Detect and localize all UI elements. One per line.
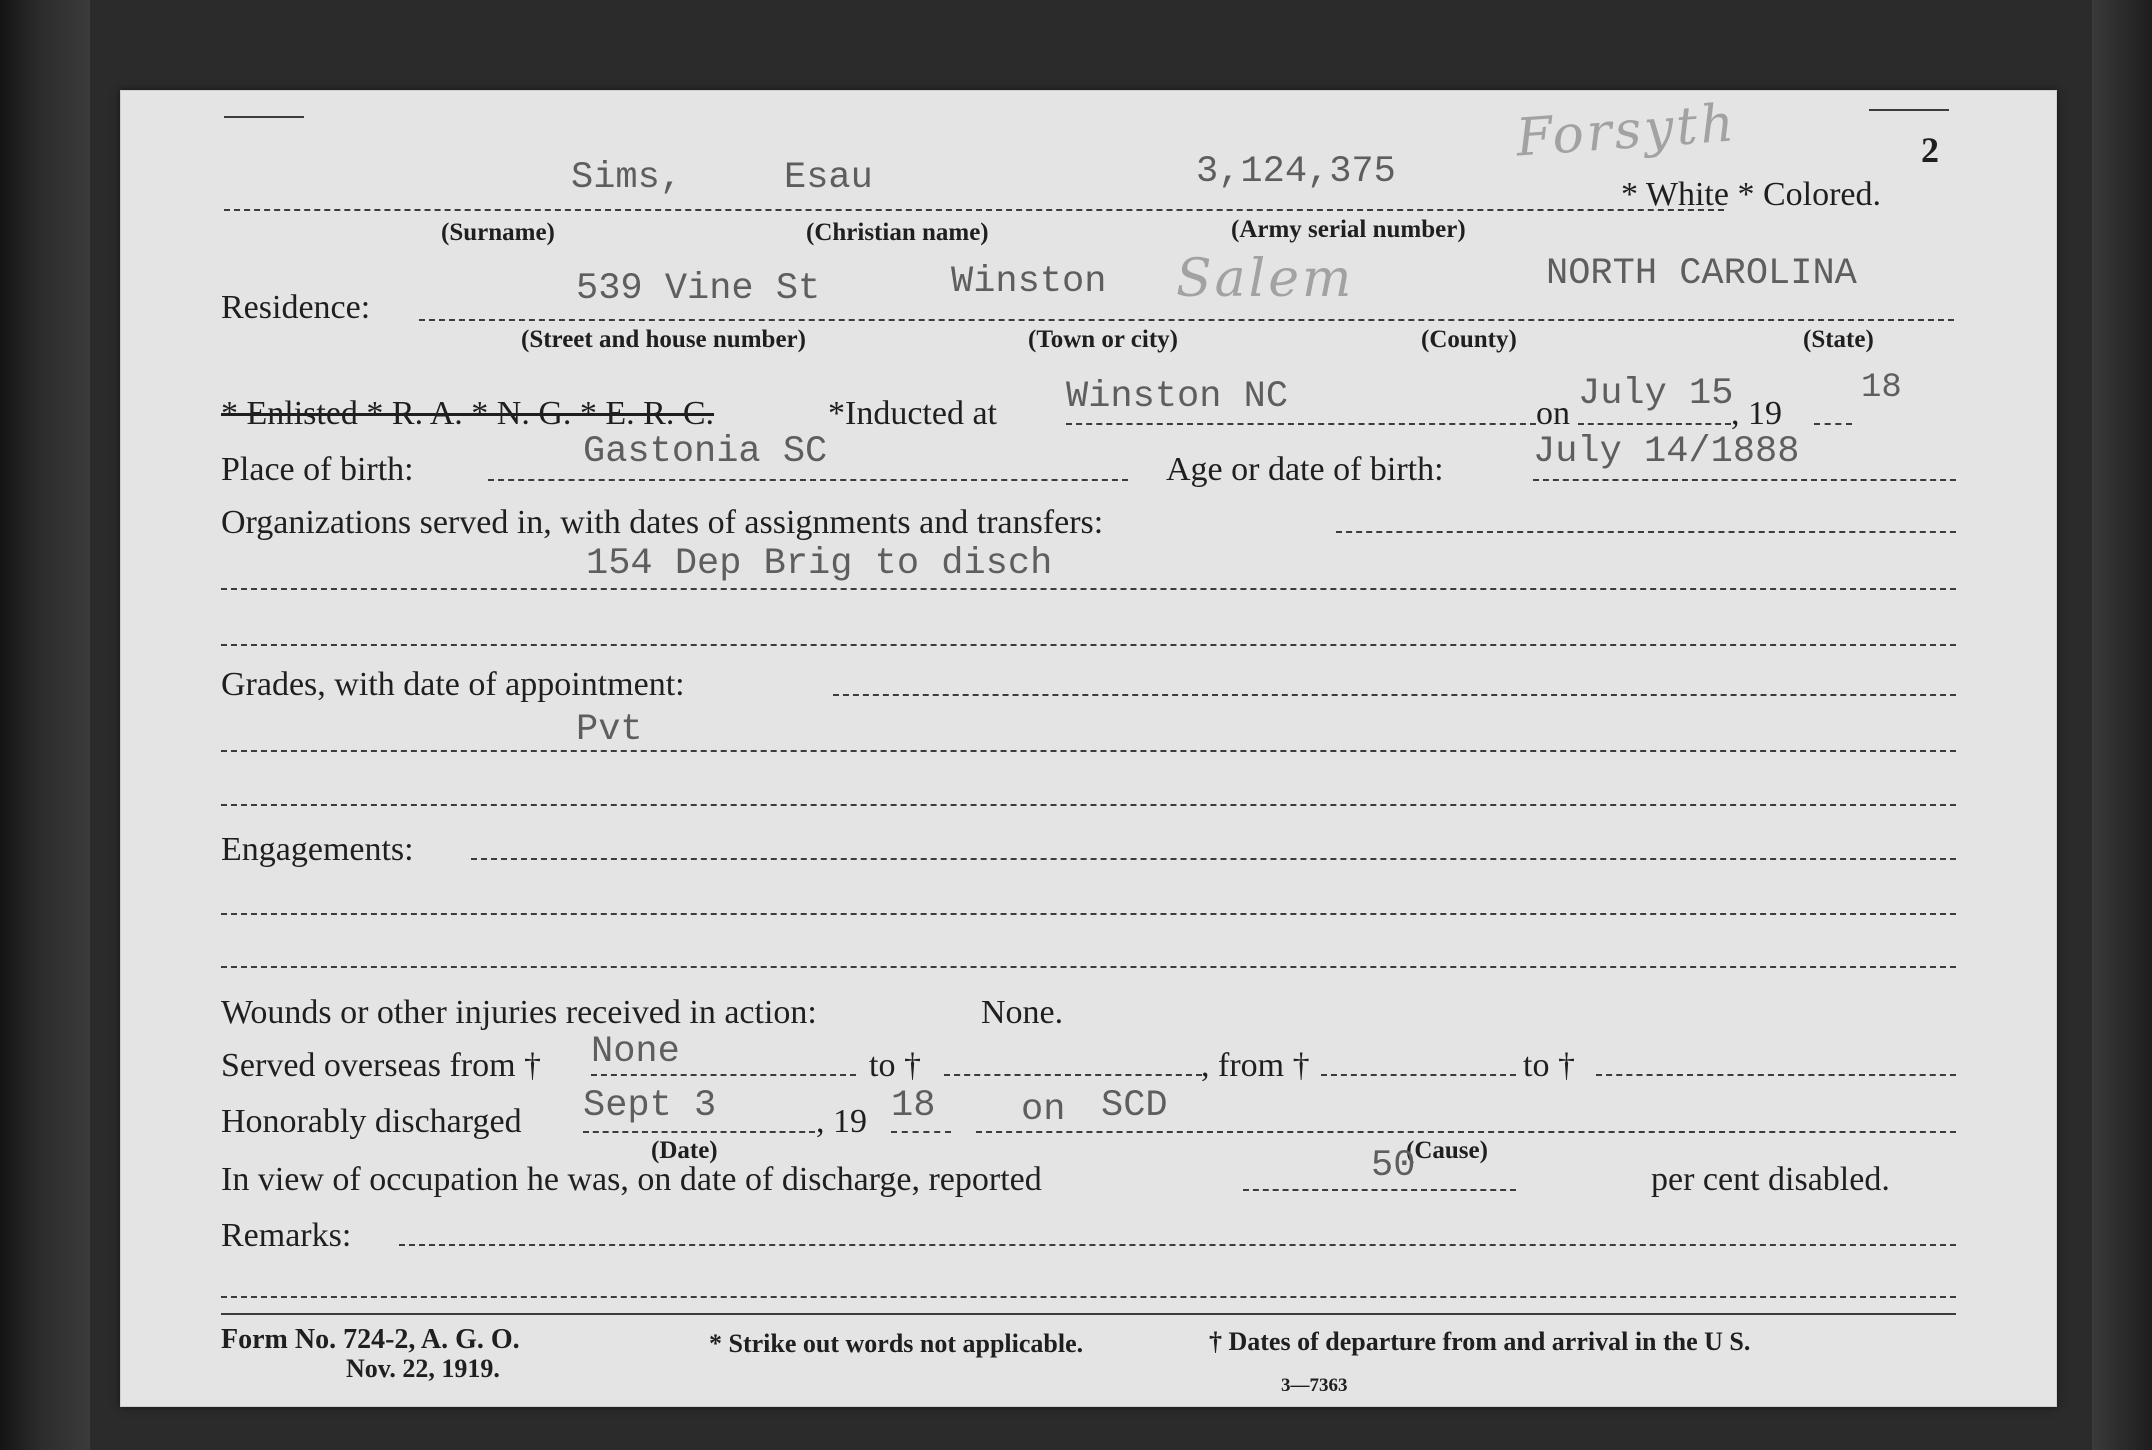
grades-label: Grades, with date of appointment: [221, 666, 685, 703]
wounds-value: None. [981, 994, 1064, 1031]
date-of-birth-line [1533, 479, 1956, 481]
place-of-birth-label: Place of birth: [221, 451, 414, 488]
christian-name-caption: (Christian name) [806, 219, 989, 246]
name-line [224, 209, 1724, 211]
discharge-year-prefix: , 19 [816, 1103, 867, 1140]
grades-line-2 [221, 750, 1956, 752]
inducted-date-line [1578, 423, 1731, 425]
state-value: NORTH CAROLINA [1546, 253, 1857, 295]
organizations-line-1 [1336, 531, 1956, 533]
inducted-year-prefix: , 19 [1731, 395, 1782, 432]
inducted-at-value: Winston NC [1066, 376, 1289, 418]
town-caption: (Town or city) [1028, 326, 1178, 353]
county-caption: (County) [1421, 326, 1517, 353]
card-number: 2 [1921, 130, 1939, 170]
dates-note: † Dates of departure from and arrival in the U S. [1209, 1327, 1751, 1356]
overseas-to2-line [1596, 1074, 1956, 1076]
served-overseas-from-value: None [591, 1031, 680, 1073]
overseas-to-line [944, 1074, 1202, 1076]
grades-line-1 [833, 694, 1956, 696]
organizations-line-3 [221, 644, 1956, 646]
street-value: 539 Vine St [576, 268, 821, 310]
disability-line [1243, 1189, 1516, 1191]
town-handwritten: Salem [1176, 249, 1355, 309]
remarks-line-2 [221, 1296, 1956, 1298]
disability-value: 50 [1371, 1145, 1416, 1187]
engagements-line-3 [221, 966, 1956, 968]
inducted-date-value: July 15 [1578, 373, 1734, 415]
served-overseas-label: Served overseas from † [221, 1047, 542, 1084]
grades-value: Pvt [576, 709, 643, 751]
discharge-date-line [583, 1131, 815, 1133]
engagements-label: Engagements: [221, 831, 414, 868]
remarks-line-1 [399, 1244, 1956, 1246]
corner-rule-left [224, 116, 304, 118]
service-record-card [120, 90, 2057, 1407]
date-of-birth-label: Age or date of birth: [1166, 451, 1444, 488]
residence-label: Residence: [221, 289, 371, 326]
race-options: * White * Colored. [1621, 176, 1881, 213]
organizations-value: 154 Dep Brig to disch [586, 543, 1053, 585]
overseas-from2-line [1321, 1074, 1516, 1076]
engagements-line-1 [471, 858, 1956, 860]
corner-rule-right [1869, 109, 1949, 111]
discharge-date-caption: (Date) [651, 1137, 718, 1164]
disability-label: In view of occupation he was, on date of discharge, reported [221, 1161, 1042, 1198]
surname-value: Sims, [571, 157, 683, 199]
discharge-year-line [891, 1131, 951, 1133]
discharge-cause-caption: (Cause) [1406, 1137, 1488, 1164]
street-caption: (Street and house number) [521, 326, 806, 353]
remarks-label: Remarks: [221, 1217, 352, 1254]
date-of-birth-value: July 14/1888 [1533, 431, 1800, 473]
inducted-on-label: on [1536, 395, 1570, 432]
organizations-label: Organizations served in, with dates of assignments and transfers: [221, 504, 1104, 541]
discharge-year-value: 18 [891, 1085, 936, 1127]
scan-left-edge [0, 0, 90, 1450]
footer-rule [221, 1313, 1956, 1315]
scan-right-edge [2092, 0, 2152, 1450]
town-value: Winston [951, 261, 1107, 303]
form-number: Form No. 724-2, A. G. O. [221, 1324, 520, 1355]
residence-line [419, 319, 1954, 321]
overseas-from2-label: , from † [1201, 1047, 1310, 1084]
inducted-at-line [1066, 423, 1536, 425]
serial-number-value: 3,124,375 [1196, 151, 1396, 193]
engagements-line-2 [221, 913, 1956, 915]
enlistment-struck-options: * Enlisted * R. A. * N. G. * E. R. C. [221, 395, 715, 432]
inducted-year-line [1814, 423, 1852, 425]
honorably-discharged-label: Honorably discharged [221, 1103, 522, 1140]
place-of-birth-line [488, 479, 1128, 481]
print-code: 3—7363 [1281, 1375, 1348, 1396]
inducted-year-value: 18 [1861, 369, 1902, 407]
discharge-on-label: on [1021, 1089, 1066, 1131]
form-date: Nov. 22, 1919. [346, 1354, 500, 1383]
inducted-at-label: *Inducted at [828, 395, 997, 432]
overseas-to-label: to † [869, 1047, 921, 1084]
grades-line-3 [221, 804, 1956, 806]
county-handwritten: Forsyth [1514, 93, 1739, 169]
state-caption: (State) [1803, 326, 1874, 353]
discharge-cause-value: SCD [1101, 1085, 1168, 1127]
discharge-date-value: Sept 3 [583, 1085, 717, 1127]
christian-name-value: Esau [784, 157, 873, 199]
organizations-line-2 [221, 588, 1956, 590]
place-of-birth-value: Gastonia SC [583, 431, 828, 473]
wounds-label: Wounds or other injuries received in action: [221, 994, 817, 1031]
overseas-from-line [591, 1074, 856, 1076]
strike-out-note: * Strike out words not applicable. [709, 1329, 1084, 1358]
discharge-cause-line [976, 1131, 1956, 1133]
disability-suffix: per cent disabled. [1651, 1161, 1890, 1198]
surname-caption: (Surname) [441, 219, 555, 246]
overseas-to2-label: to † [1523, 1047, 1575, 1084]
serial-number-caption: (Army serial number) [1231, 216, 1466, 243]
